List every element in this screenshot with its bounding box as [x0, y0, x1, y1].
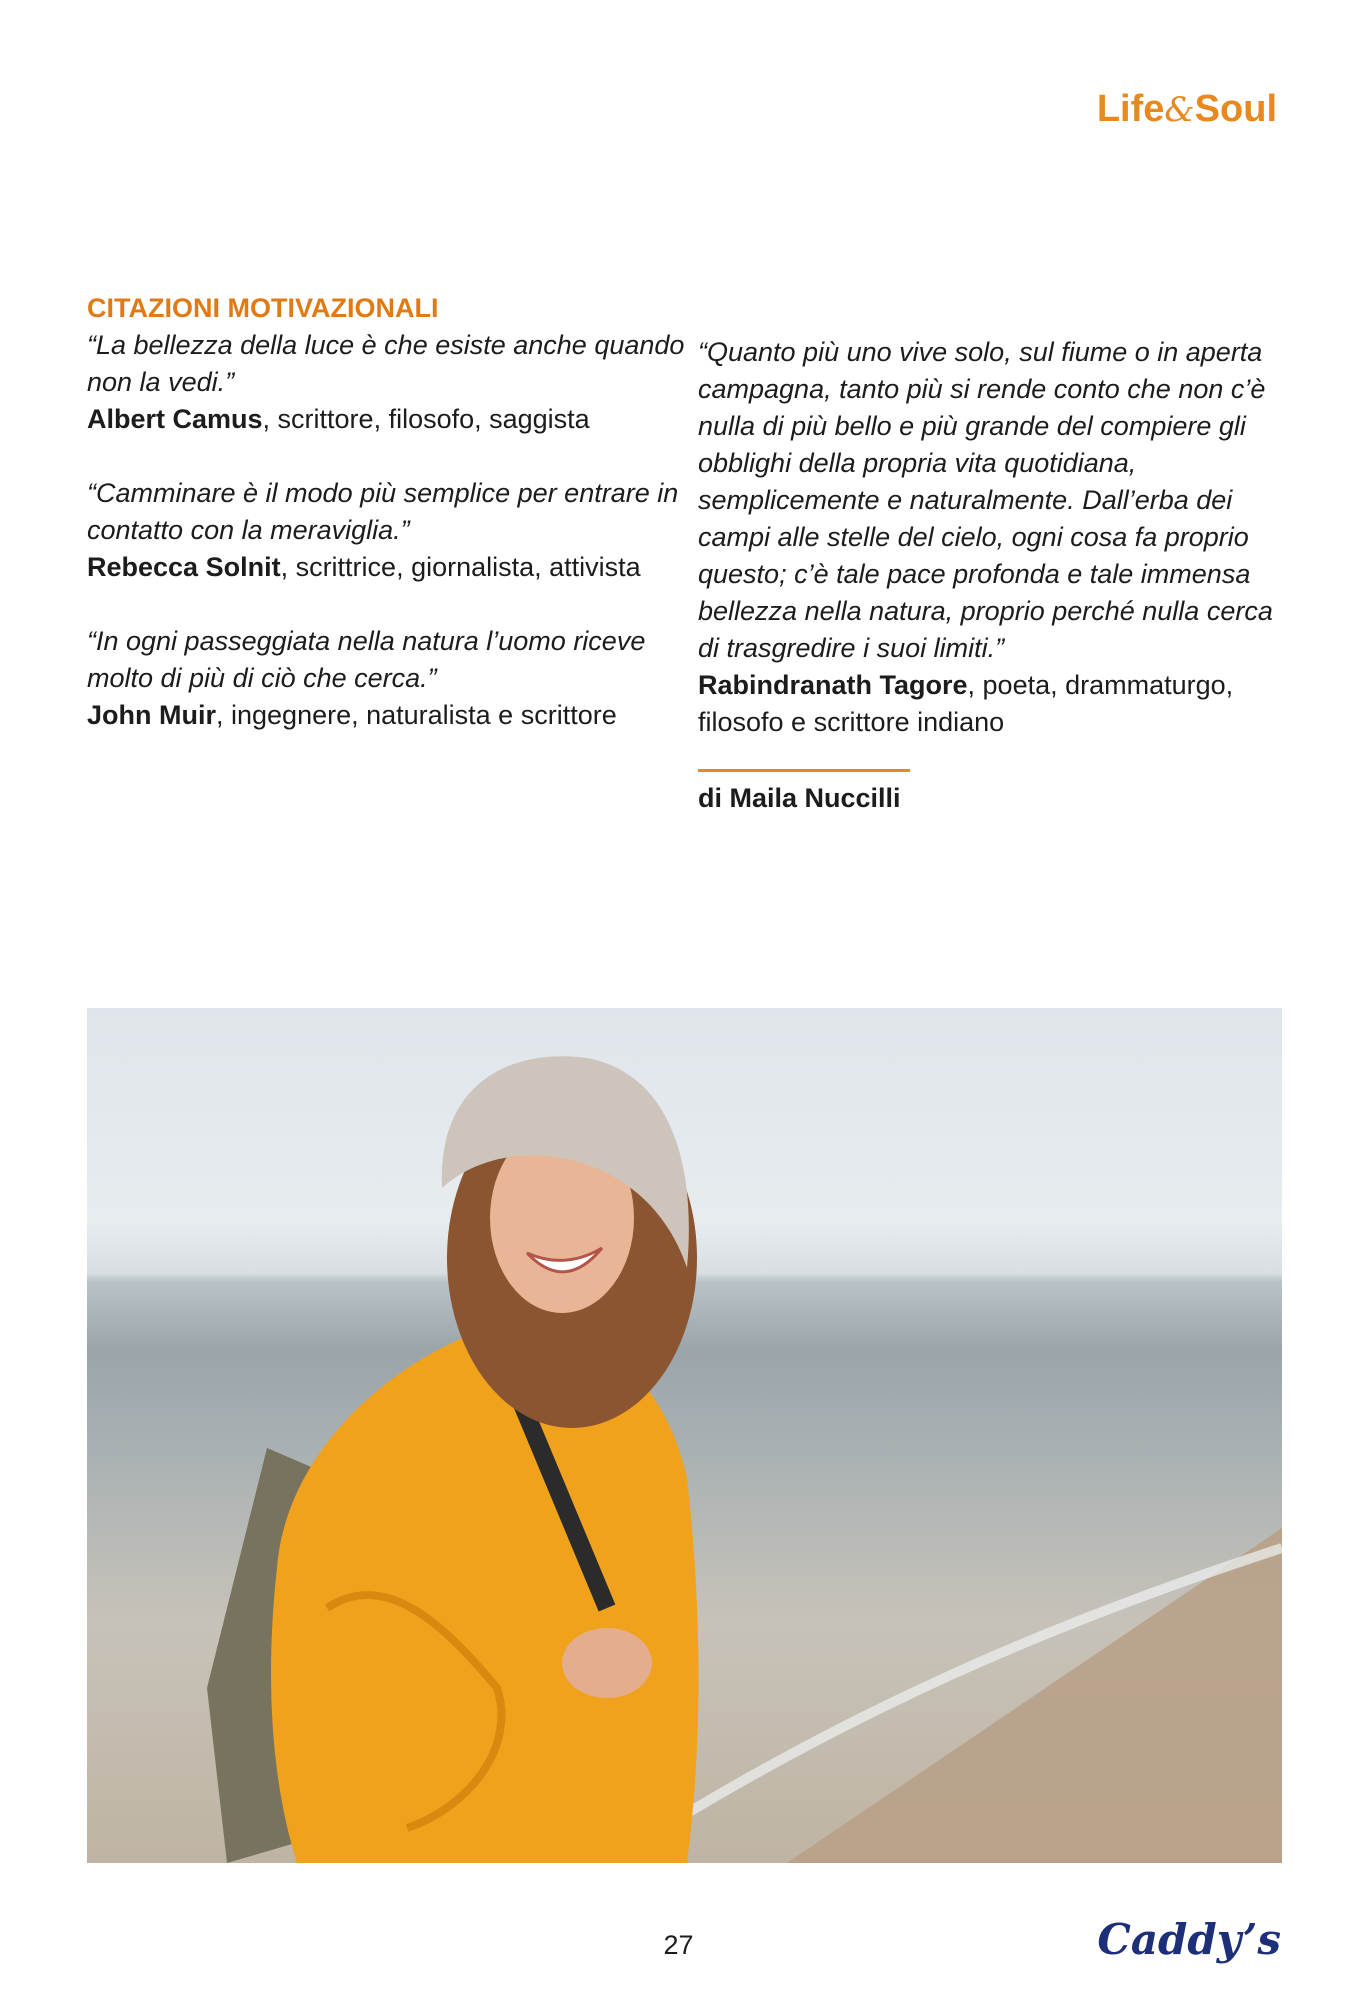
quote-block: [87, 623, 687, 734]
section-title: CITAZIONI MOTIVAZIONALI: [87, 293, 439, 323]
quote-block: [87, 475, 687, 586]
quote-text: “Camminare è il modo più semplice per entrare in contatto con la meraviglia.”: [87, 478, 679, 545]
brand-logo: Life&Soul: [1096, 88, 1277, 130]
quote-text: “La bellezza della luce è che esiste anche quando non la vedi.”: [87, 330, 685, 397]
quote-author: Rebecca Solnit: [87, 552, 281, 582]
quote-text: “Quanto più uno vive solo, sul fiume o in aperta campagna, tanto più si rende conto che non c’è nulla di più bello e più grande del compiere gli obblighi della propria vita quotidiana, semplicemente e naturalmente. Dall’erba dei campi alle stelle del cielo, ogni cosa fa proprio questo; c’è tale pace profonda e tale immensa bellezza nella natura, proprio perché nulla cerca di trasgredire i suoi limiti.”: [698, 337, 1273, 663]
left-column: [87, 290, 687, 734]
page-number: 27: [663, 1930, 694, 1960]
quote-author: Albert Camus: [87, 404, 263, 434]
quote-author: Rabindranath Tagore: [698, 670, 968, 700]
quote-text: “In ogni passeggiata nella natura l’uomo riceve molto di più di ciò che cerca.”: [87, 626, 646, 693]
quote-author-role: , ingegnere, naturalista e scrittore: [216, 700, 617, 730]
byline: di Maila Nuccilli: [698, 783, 901, 813]
quote-block: [87, 327, 687, 438]
quote-author: John Muir: [87, 700, 216, 730]
byline-divider: [698, 769, 910, 772]
quote-author-role: , scrittrice, giornalista, attivista: [280, 552, 641, 582]
quote-author-role: , poeta, drammaturgo, filosofo e scrittore indiano: [698, 670, 1234, 737]
quote-block: [698, 334, 1288, 741]
right-column: [698, 334, 1288, 817]
publisher-logo: Caddy’s: [1097, 1915, 1281, 1964]
quote-author-role: , scrittore, filosofo, saggista: [262, 404, 590, 434]
woman-on-beach-photo: [87, 1008, 1282, 1863]
